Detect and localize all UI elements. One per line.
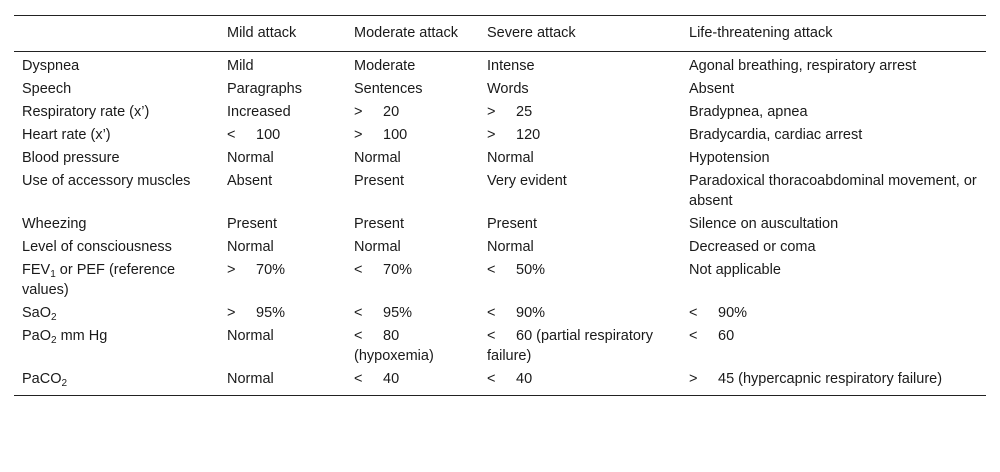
table-cell (681, 213, 986, 236)
row-label (14, 259, 219, 302)
row-label-text: Use of accessory muscles (22, 173, 191, 189)
table-cell (346, 302, 479, 325)
table-cell (681, 368, 986, 396)
cell-value: Paradoxical thoracoabdominal movement, or absent (689, 173, 977, 209)
cell-value: Intense (487, 58, 535, 74)
row-label (14, 325, 219, 368)
table-cell (681, 124, 986, 147)
table-cell (219, 101, 346, 124)
cell-value: 70% (383, 262, 413, 278)
row-label (14, 213, 219, 236)
table-cell (479, 236, 681, 259)
cell-value: Paragraphs (227, 81, 302, 97)
row-label-text: Wheezing (22, 216, 87, 232)
cell-value: Hypotension (689, 150, 770, 166)
table-cell (346, 368, 479, 396)
header-row (14, 16, 986, 52)
table-cell (479, 325, 681, 368)
asthma-severity-table (14, 15, 986, 396)
row-label (14, 170, 219, 213)
cell-value: Normal (227, 239, 274, 255)
row-label (14, 302, 219, 325)
cell-value: Present (354, 216, 404, 232)
row-label-text: Speech (22, 81, 72, 97)
table-cell (219, 213, 346, 236)
row-label-subscript: 1 (50, 269, 56, 280)
cell-value: Mild (227, 58, 254, 74)
header-cell-moderate: Moderate attack (354, 25, 458, 41)
table-cell (219, 78, 346, 101)
table-row (14, 236, 986, 259)
row-label-subscript: 2 (61, 378, 68, 389)
cell-value: 100 (383, 127, 408, 143)
row-label (14, 124, 219, 147)
table-cell (219, 52, 346, 78)
comparison-operator: < (689, 305, 698, 321)
table-cell (479, 124, 681, 147)
table-cell (681, 170, 986, 213)
table-cell (681, 101, 986, 124)
table-row (14, 213, 986, 236)
table-cell (681, 325, 986, 368)
table-cell (479, 170, 681, 213)
table-cell (479, 368, 681, 396)
table-row (14, 368, 986, 396)
cell-value: 20 (383, 104, 400, 120)
cell-value: Normal (487, 150, 534, 166)
table-cell (479, 52, 681, 78)
comparison-operator: < (227, 127, 236, 143)
table-cell (346, 101, 479, 124)
cell-value: Present (487, 216, 537, 232)
row-label-subscript: 2 (51, 335, 57, 346)
cell-value: 120 (516, 127, 541, 143)
cell-value: Bradypnea, apnea (689, 104, 808, 120)
table-cell (346, 78, 479, 101)
comparison-operator: > (689, 371, 698, 387)
cell-value: Absent (689, 81, 735, 97)
cell-value: Bradycardia, cardiac arrest (689, 127, 863, 143)
table-cell (346, 147, 479, 170)
table-cell (219, 236, 346, 259)
table-cell (479, 101, 681, 124)
comparison-operator: < (487, 371, 496, 387)
cell-value: 40 (516, 371, 533, 387)
table-cell (219, 147, 346, 170)
header-cell-life-threatening: Life-threatening attack (689, 25, 833, 41)
comparison-operator: > (487, 104, 496, 120)
comparison-operator: > (354, 127, 363, 143)
cell-value: Normal (227, 371, 274, 387)
cell-value: 40 (383, 371, 400, 387)
table-cell (346, 325, 479, 368)
table-cell (681, 147, 986, 170)
comparison-operator: < (354, 305, 363, 321)
cell-value: Absent (227, 173, 273, 189)
row-label-text: Dyspnea (22, 58, 80, 74)
table-header (14, 16, 986, 52)
comparison-operator: < (689, 328, 698, 344)
table-row (14, 101, 986, 124)
table-cell (479, 259, 681, 302)
table-cell (479, 213, 681, 236)
table-cell (346, 52, 479, 78)
row-label (14, 236, 219, 259)
table-cell (681, 302, 986, 325)
row-label-text: FEV (22, 262, 51, 278)
table-row (14, 259, 986, 302)
comparison-operator: > (227, 262, 236, 278)
table-cell (346, 170, 479, 213)
row-label (14, 147, 219, 170)
cell-value: Normal (227, 328, 274, 344)
cell-value: 50% (516, 262, 546, 278)
table-cell (681, 236, 986, 259)
comparison-operator: > (354, 104, 363, 120)
comparison-operator: < (354, 262, 363, 278)
table-cell (219, 124, 346, 147)
table-cell (479, 302, 681, 325)
row-label-text: SaO (22, 305, 52, 321)
table-row (14, 52, 986, 78)
cell-value: Normal (487, 239, 534, 255)
cell-value: 25 (516, 104, 533, 120)
row-label-text: Blood pressure (22, 150, 120, 166)
table-cell (219, 368, 346, 396)
cell-value: Agonal breathing, respiratory arrest (689, 58, 917, 74)
table-cell (219, 170, 346, 213)
table-cell (219, 325, 346, 368)
header-cell-severe: Severe attack (487, 25, 576, 41)
table-body (14, 52, 986, 396)
table-cell (479, 78, 681, 101)
table-row (14, 124, 986, 147)
table-cell (346, 213, 479, 236)
row-label-text: PaO (22, 328, 52, 344)
cell-value: Silence on auscultation (689, 216, 839, 232)
cell-value: Very evident (487, 173, 567, 189)
table-cell (681, 52, 986, 78)
comparison-operator: < (354, 328, 363, 344)
table-cell (219, 302, 346, 325)
table-cell (681, 259, 986, 302)
table-cell (479, 147, 681, 170)
cell-value: 60 (partial respiratory failure) (487, 328, 653, 364)
cell-value: 90% (516, 305, 546, 321)
cell-value: Normal (354, 239, 401, 255)
comparison-operator: < (487, 262, 496, 278)
cell-value: 95% (383, 305, 413, 321)
cell-value: Normal (227, 150, 274, 166)
cell-value: Decreased or coma (689, 239, 816, 255)
cell-value: Sentences (354, 81, 423, 97)
cell-value: 45 (hypercapnic respiratory failure) (718, 371, 943, 387)
comparison-operator: > (487, 127, 496, 143)
table-cell (346, 124, 479, 147)
row-label-suffix: mm Hg (56, 328, 108, 344)
table-row (14, 78, 986, 101)
table-cell (346, 236, 479, 259)
row-label-text: Heart rate (x’) (22, 127, 111, 143)
table-row (14, 325, 986, 368)
row-label-text: Respiratory rate (x’) (22, 104, 150, 120)
table-row (14, 147, 986, 170)
row-label-suffix: or PEF (reference values) (22, 262, 176, 298)
row-label (14, 52, 219, 78)
comparison-operator: > (227, 305, 236, 321)
table-row (14, 170, 986, 213)
cell-value: 95% (256, 305, 286, 321)
cell-value: 60 (718, 328, 735, 344)
table-cell (346, 259, 479, 302)
cell-value: Words (487, 81, 529, 97)
asthma-severity-table-container (14, 15, 986, 396)
row-label-subscript: 2 (51, 312, 57, 323)
cell-value: 80 (hypoxemia) (354, 328, 434, 364)
cell-value: Normal (354, 150, 401, 166)
row-label (14, 368, 219, 396)
header-cell-mild: Mild attack (227, 25, 297, 41)
comparison-operator: < (487, 305, 496, 321)
cell-value: 100 (256, 127, 281, 143)
cell-value: Present (227, 216, 277, 232)
comparison-operator: < (354, 371, 363, 387)
table-cell (681, 78, 986, 101)
row-label-text: PaCO (22, 371, 62, 387)
row-label (14, 101, 219, 124)
cell-value: Moderate (354, 58, 416, 74)
header-cell-parameter (14, 16, 219, 52)
cell-value: Not applicable (689, 262, 781, 278)
cell-value: 90% (718, 305, 748, 321)
cell-value: Present (354, 173, 404, 189)
table-row (14, 302, 986, 325)
row-label-text: Level of consciousness (22, 239, 172, 255)
table-cell (219, 259, 346, 302)
comparison-operator: < (487, 328, 496, 344)
cell-value: Increased (227, 104, 291, 120)
row-label (14, 78, 219, 101)
cell-value: 70% (256, 262, 286, 278)
